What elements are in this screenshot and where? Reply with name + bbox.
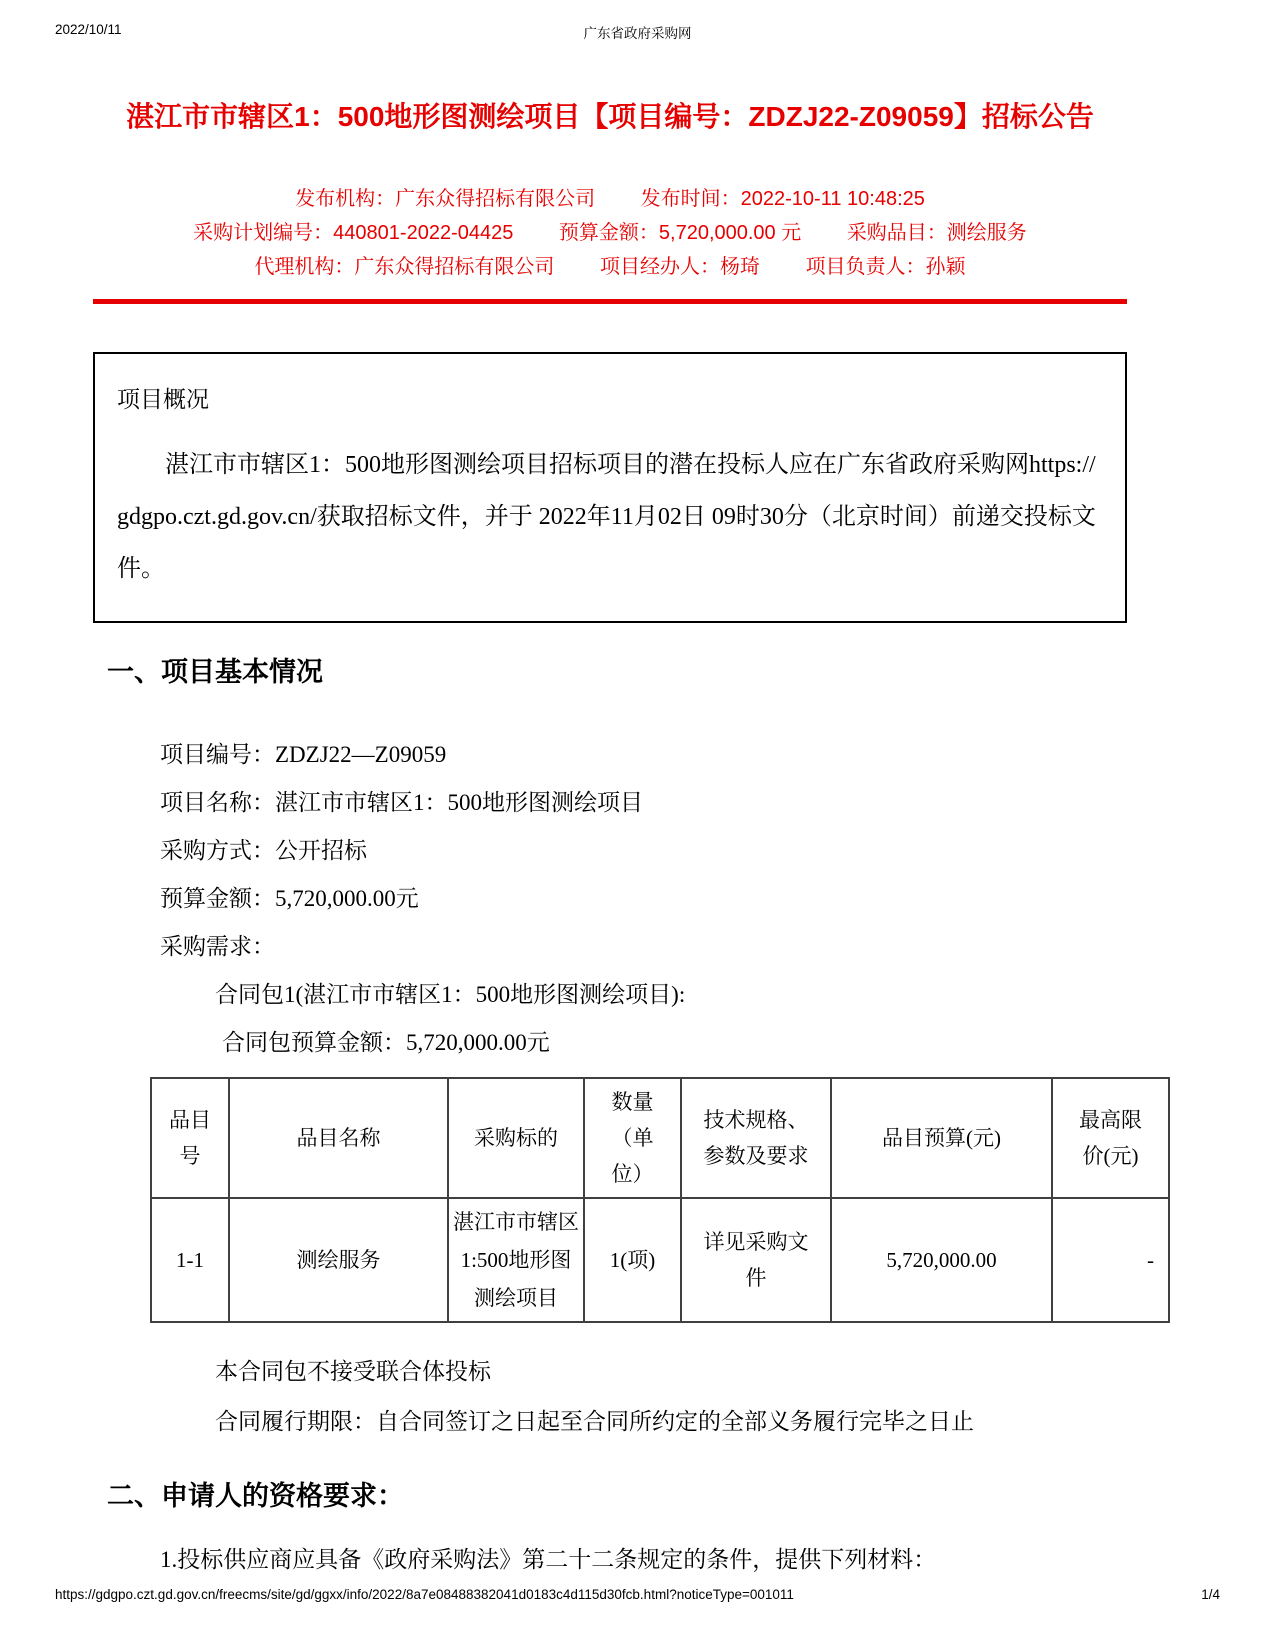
- cell-procurement-target: 湛江市市辖区1:500地形图测绘项目: [448, 1198, 584, 1322]
- meta-publisher: 发布机构：广东众得招标有限公司: [295, 188, 596, 210]
- table-row: [151, 1198, 1169, 1322]
- red-divider: [93, 299, 1127, 304]
- package-notes: [93, 1347, 1127, 1447]
- print-date: 2022/10/11: [55, 22, 122, 37]
- basic-info-fields: [93, 731, 1127, 1067]
- contract-package-budget: 合同包预算金额：5,720,000.00元: [222, 1030, 550, 1055]
- col-header-specs: 技术规格、参数及要求: [681, 1078, 831, 1198]
- col-header-item-budget: 品目预算(元): [831, 1078, 1052, 1198]
- meta-line: [93, 182, 1127, 216]
- cell-item-no: 1-1: [151, 1198, 229, 1322]
- meta-responsible: 项目负责人：孙颖: [805, 256, 966, 278]
- contract-package-line: 合同包1(湛江市市辖区1：500地形图测绘项目):: [215, 982, 686, 1007]
- field-project-number: 项目编号：ZDZJ22—Z09059: [160, 742, 447, 767]
- col-header-quantity: 数量（单位）: [584, 1078, 681, 1198]
- site-name: 广东省政府采购网: [583, 26, 692, 41]
- announcement-meta: [93, 182, 1127, 284]
- cell-quantity: 1(项): [584, 1198, 681, 1322]
- meta-line: [93, 250, 1127, 284]
- footer-url: https://gdgpo.czt.gd.gov.cn/freecms/site/gd/ggxx/info/2022/8a7e08488382041d0183c4d115d30fcb.html?noticeType=001011: [55, 1587, 794, 1602]
- cell-item-budget: 5,720,000.00: [831, 1198, 1052, 1322]
- cell-price-cap: -: [1052, 1198, 1169, 1322]
- section-heading-qualification: 二、申请人的资格要求：: [107, 1481, 404, 1511]
- col-header-item-name: 品目名称: [229, 1078, 448, 1198]
- overview-box: [93, 352, 1127, 623]
- field-project-name: 项目名称：湛江市市辖区1：500地形图测绘项目: [160, 790, 643, 815]
- table-header-row: [151, 1078, 1169, 1198]
- overview-paragraph: 湛江市市辖区1：500地形图测绘项目招标项目的潜在投标人应在广东省政府采购网https://gdgpo.czt.gd.gov.cn/获取招标文件，并于 2022年11月02日 09时30分（北京时间）前递交投标文件。: [117, 452, 1096, 582]
- note-no-consortium: 本合同包不接受联合体投标: [215, 1359, 491, 1384]
- items-table: [150, 1077, 1170, 1323]
- note-contract-term: 合同履行期限：自合同签订之日起至合同所约定的全部义务履行完毕之日止: [215, 1409, 974, 1434]
- section-heading-basic-info: 一、项目基本情况: [107, 657, 323, 687]
- meta-publish-time: 发布时间：2022-10-11 10:48:25: [640, 188, 925, 210]
- page-title: 湛江市市辖区1：500地形图测绘项目【项目编号：ZDZJ22-Z09059】招标公告: [126, 101, 1094, 132]
- meta-budget: 预算金额：5,720,000.00 元: [558, 222, 802, 244]
- col-header-procurement-target: 采购标的: [448, 1078, 584, 1198]
- meta-handler: 项目经办人：杨琦: [600, 256, 760, 278]
- overview-title: 项目概况: [117, 387, 209, 412]
- footer-page-number: 1/4: [1201, 1587, 1220, 1602]
- print-footer: [55, 1587, 1220, 1602]
- meta-plan-number: 采购计划编号：440801-2022-04425: [193, 222, 514, 244]
- col-header-price-cap: 最高限价(元): [1052, 1078, 1169, 1198]
- field-budget-amount: 预算金额：5,720,000.00元: [160, 886, 419, 911]
- meta-category: 采购品目：测绘服务: [846, 222, 1027, 244]
- field-procurement-demand: 采购需求：: [160, 934, 275, 959]
- meta-agency: 代理机构：广东众得招标有限公司: [254, 256, 555, 278]
- cell-specs: 详见采购文件: [681, 1198, 831, 1322]
- col-header-item-no: 品目号: [151, 1078, 229, 1198]
- field-procurement-method: 采购方式：公开招标: [160, 838, 367, 863]
- meta-line: [93, 216, 1127, 250]
- cell-item-name: 测绘服务: [229, 1198, 448, 1322]
- qualification-item-1: 1.投标供应商应具备《政府采购法》第二十二条规定的条件，提供下列材料：: [160, 1547, 937, 1572]
- document-body: [93, 0, 1154, 1577]
